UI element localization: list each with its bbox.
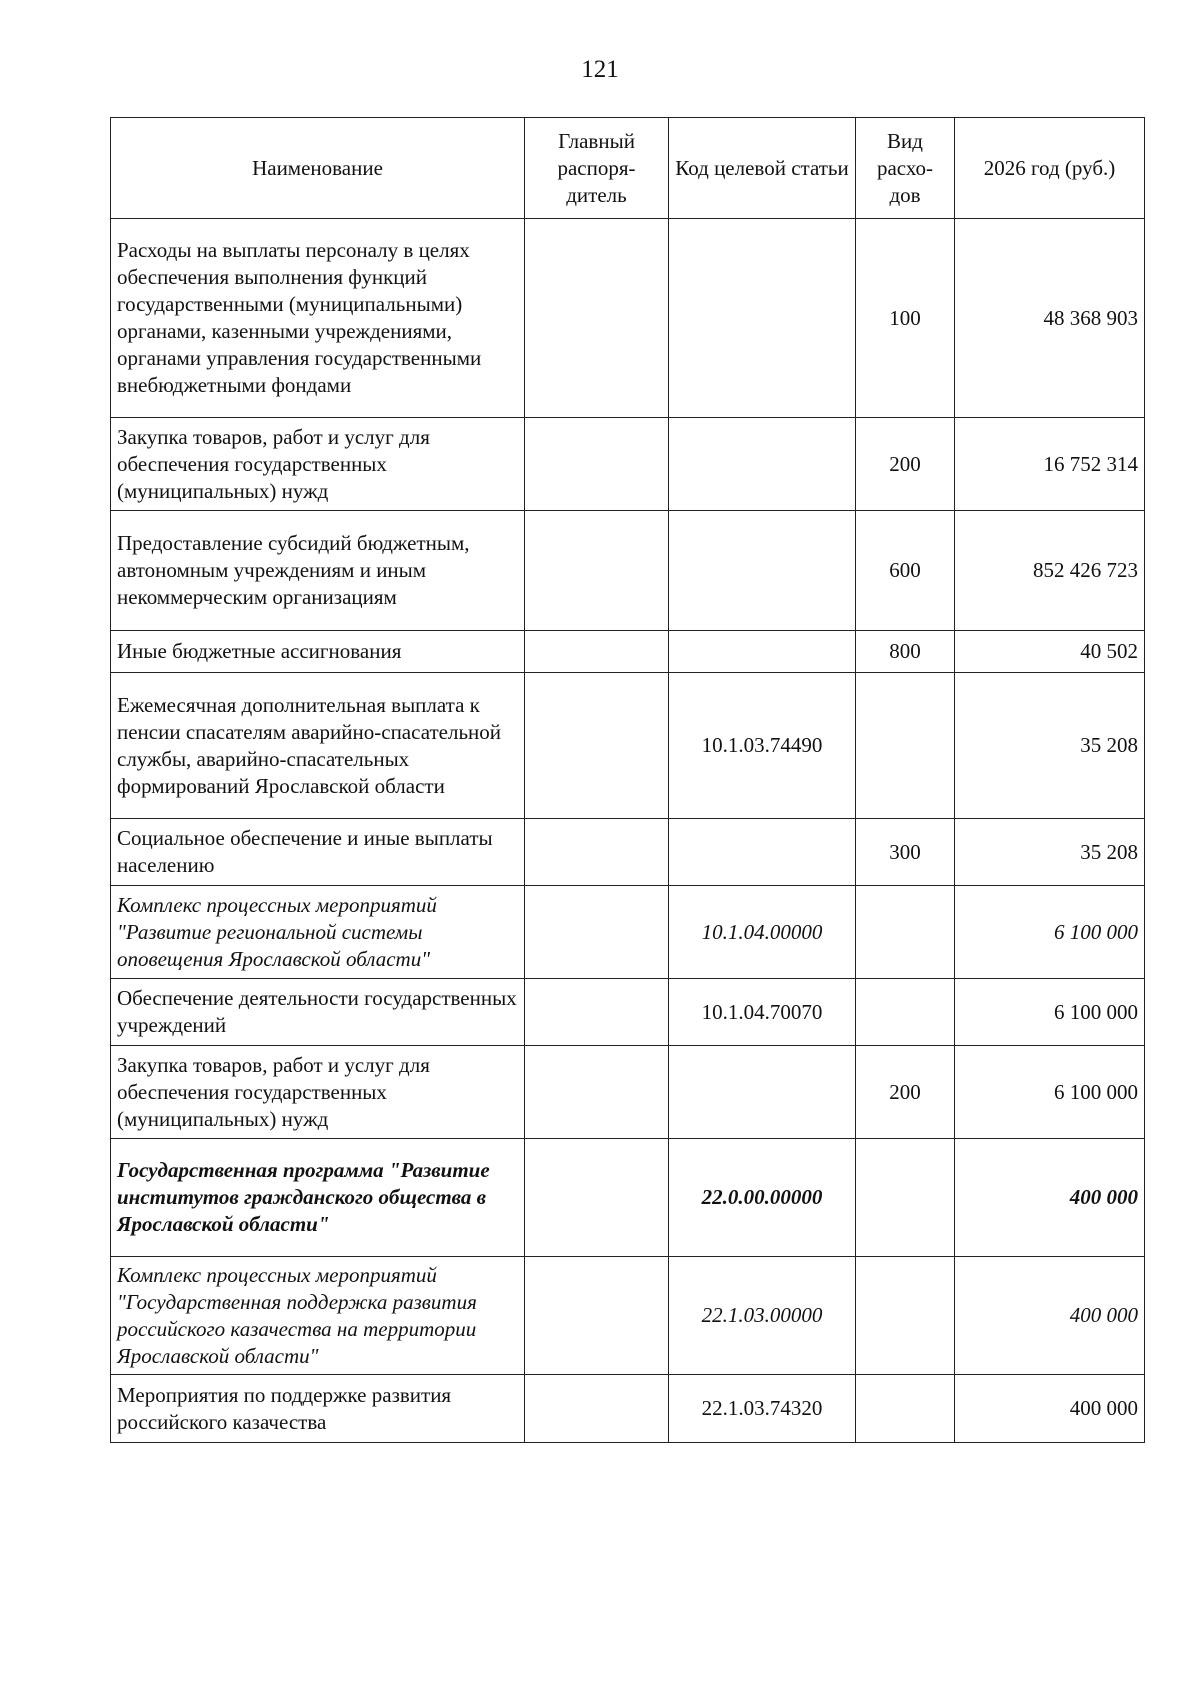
amount-cell: 6 100 000 xyxy=(955,979,1145,1046)
name-cell: Социальное обеспечение и иные выплаты населению xyxy=(111,819,525,886)
table-row xyxy=(111,1046,1145,1139)
chief-manager-cell xyxy=(525,219,669,418)
header-expense-type: Вид расхо-дов xyxy=(856,118,955,219)
expense-type-cell: 300 xyxy=(856,819,955,886)
chief-manager-cell xyxy=(525,1139,669,1257)
table-row xyxy=(111,886,1145,979)
chief-manager-cell xyxy=(525,979,669,1046)
amount-cell: 35 208 xyxy=(955,819,1145,886)
chief-manager-cell xyxy=(525,1257,669,1375)
amount-cell: 852 426 723 xyxy=(955,511,1145,631)
table-row xyxy=(111,1257,1145,1375)
header-chief-manager: Главный распоря-дитель xyxy=(525,118,669,219)
table-row xyxy=(111,511,1145,631)
chief-manager-cell xyxy=(525,673,669,819)
amount-cell: 16 752 314 xyxy=(955,418,1145,511)
table-row xyxy=(111,979,1145,1046)
chief-manager-cell xyxy=(525,1375,669,1443)
target-code-cell: 22.0.00.00000 xyxy=(669,1139,856,1257)
name-cell: Ежемесячная дополнительная выплата к пенсии спасателям аварийно-спасательной службы, аварийно-спасательных формирований Ярославской области xyxy=(111,673,525,819)
amount-cell: 40 502 xyxy=(955,631,1145,673)
chief-manager-cell xyxy=(525,418,669,511)
target-code-cell: 10.1.03.74490 xyxy=(669,673,856,819)
table-row xyxy=(111,418,1145,511)
expense-type-cell xyxy=(856,1139,955,1257)
expense-type-cell xyxy=(856,1257,955,1375)
target-code-cell: 22.1.03.74320 xyxy=(669,1375,856,1443)
name-cell: Государственная программа "Развитие институтов гражданского общества в Ярославской области" xyxy=(111,1139,525,1257)
table-body xyxy=(111,219,1145,1443)
header-target-code: Код целевой статьи xyxy=(669,118,856,219)
amount-cell: 400 000 xyxy=(955,1257,1145,1375)
target-code-cell xyxy=(669,819,856,886)
expense-type-cell xyxy=(856,673,955,819)
name-cell: Комплекс процессных мероприятий "Развитие региональной системы оповещения Ярославской области" xyxy=(111,886,525,979)
name-cell: Мероприятия по поддержке развития российского казачества xyxy=(111,1375,525,1443)
header-name: Наименование xyxy=(111,118,525,219)
table-row xyxy=(111,1375,1145,1443)
expense-type-cell: 200 xyxy=(856,418,955,511)
table-row xyxy=(111,673,1145,819)
chief-manager-cell xyxy=(525,819,669,886)
target-code-cell xyxy=(669,219,856,418)
amount-cell: 6 100 000 xyxy=(955,886,1145,979)
amount-cell: 48 368 903 xyxy=(955,219,1145,418)
expense-type-cell xyxy=(856,886,955,979)
chief-manager-cell xyxy=(525,511,669,631)
amount-cell: 35 208 xyxy=(955,673,1145,819)
table-row xyxy=(111,219,1145,418)
table-row xyxy=(111,1139,1145,1257)
amount-cell: 400 000 xyxy=(955,1375,1145,1443)
table-row xyxy=(111,631,1145,673)
target-code-cell xyxy=(669,631,856,673)
chief-manager-cell xyxy=(525,1046,669,1139)
expense-type-cell: 200 xyxy=(856,1046,955,1139)
expense-type-cell xyxy=(856,1375,955,1443)
expense-type-cell: 800 xyxy=(856,631,955,673)
name-cell: Иные бюджетные ассигнования xyxy=(111,631,525,673)
expense-type-cell: 100 xyxy=(856,219,955,418)
expense-type-cell: 600 xyxy=(856,511,955,631)
target-code-cell: 10.1.04.00000 xyxy=(669,886,856,979)
chief-manager-cell xyxy=(525,631,669,673)
amount-cell: 400 000 xyxy=(955,1139,1145,1257)
name-cell: Расходы на выплаты персоналу в целях обеспечения выполнения функций государственными (муниципальными) органами, казенными учреждениями, органами управления государственными внебюджетными фондами xyxy=(111,219,525,418)
chief-manager-cell xyxy=(525,886,669,979)
table-row xyxy=(111,819,1145,886)
amount-cell: 6 100 000 xyxy=(955,1046,1145,1139)
budget-table xyxy=(110,117,1145,1443)
name-cell: Комплекс процессных мероприятий "Государственная поддержка развития российского казачества на территории Ярославской области" xyxy=(111,1257,525,1375)
target-code-cell: 10.1.04.70070 xyxy=(669,979,856,1046)
header-amount-2026: 2026 год (руб.) xyxy=(955,118,1145,219)
table-header-row xyxy=(111,118,1145,219)
name-cell: Предоставление субсидий бюджетным, автономным учреждениям и иным некоммерческим организациям xyxy=(111,511,525,631)
expense-type-cell xyxy=(856,979,955,1046)
target-code-cell xyxy=(669,1046,856,1139)
page-number: 121 xyxy=(581,56,619,83)
name-cell: Закупка товаров, работ и услуг для обеспечения государственных (муниципальных) нужд xyxy=(111,418,525,511)
target-code-cell xyxy=(669,511,856,631)
name-cell: Закупка товаров, работ и услуг для обеспечения государственных (муниципальных) нужд xyxy=(111,1046,525,1139)
target-code-cell: 22.1.03.00000 xyxy=(669,1257,856,1375)
target-code-cell xyxy=(669,418,856,511)
name-cell: Обеспечение деятельности государственных учреждений xyxy=(111,979,525,1046)
